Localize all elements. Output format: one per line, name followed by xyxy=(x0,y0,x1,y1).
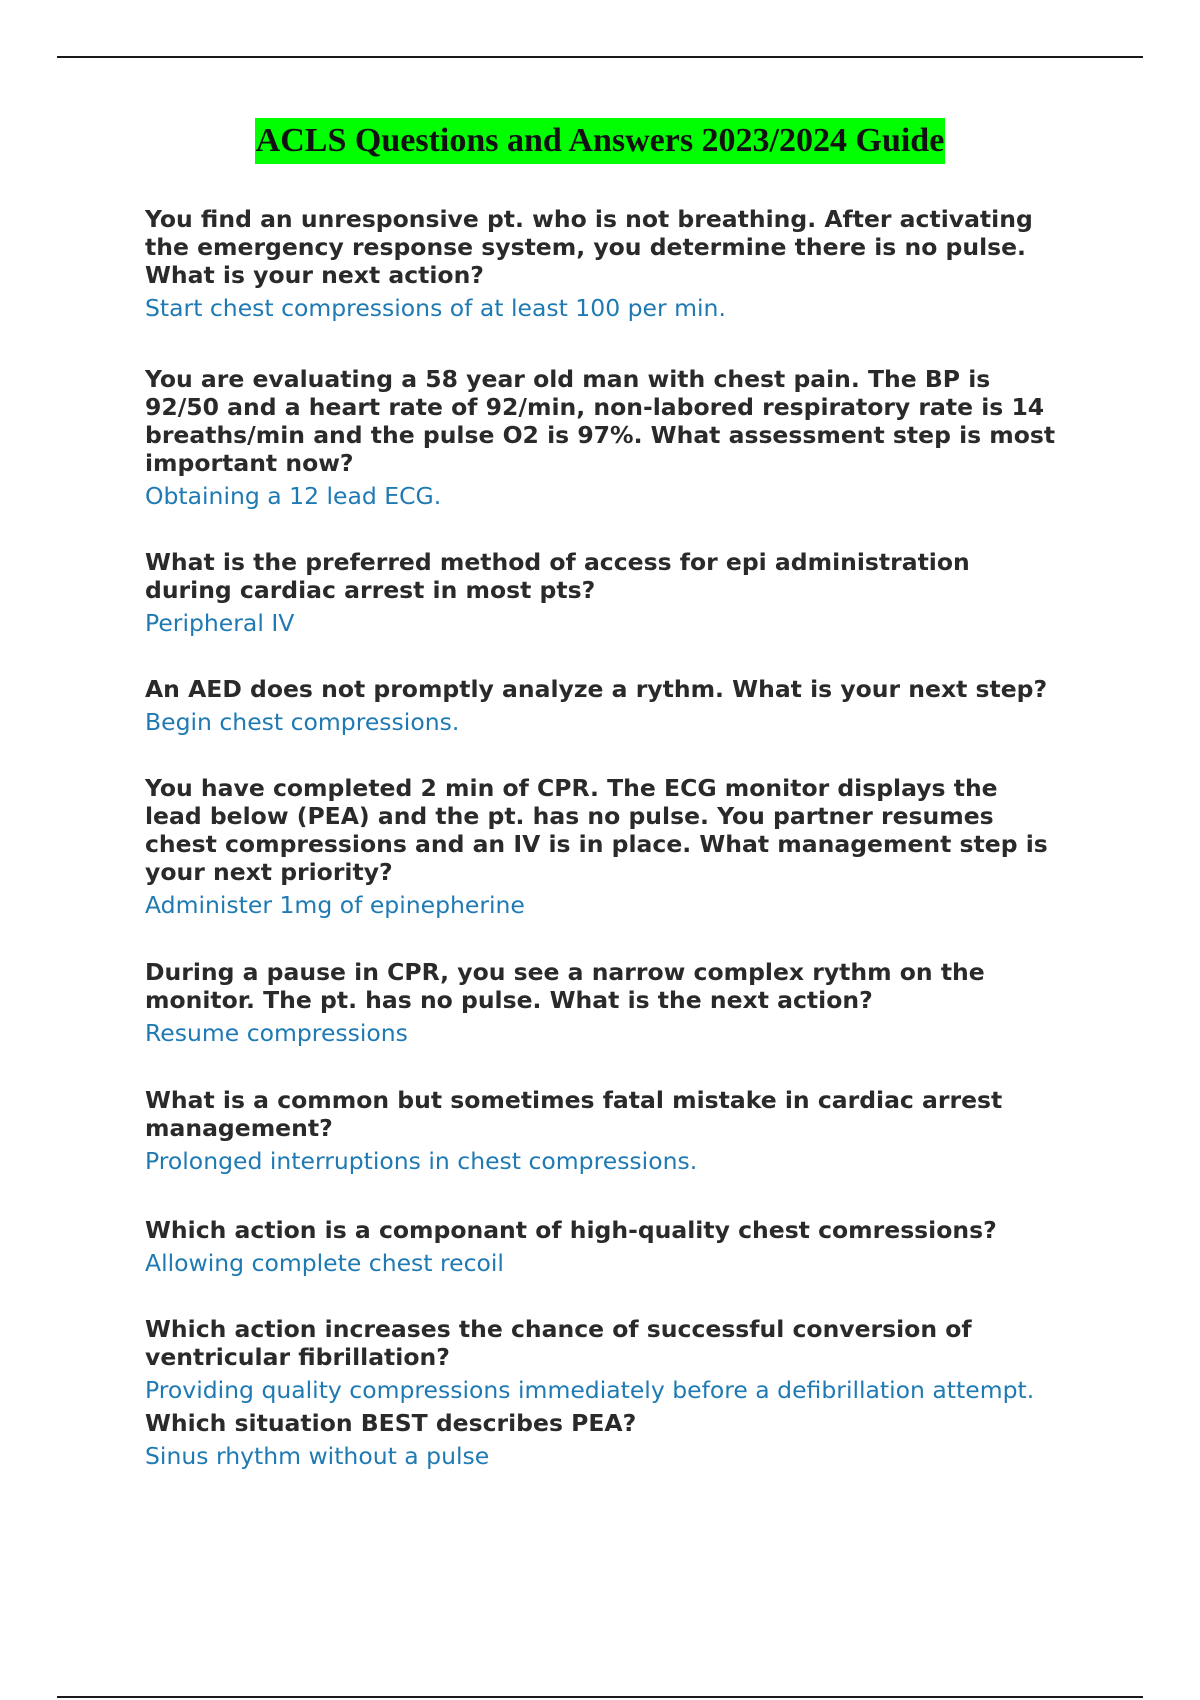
answer-4: Begin chest compressions. xyxy=(145,708,460,736)
qa-item-6 xyxy=(145,958,1085,1047)
question-3: What is the preferred method of access for epi administration during cardiac arrest in most pts? xyxy=(145,548,970,604)
qa-item-8 xyxy=(145,1216,1085,1277)
question-6: During a pause in CPR, you see a narrow complex rythm on the monitor. The pt. has no pulse. What is the next action? xyxy=(145,958,985,1014)
top-rule xyxy=(57,56,1143,58)
page-title: ACLS Questions and Answers 2023/2024 Guide xyxy=(255,118,946,164)
answer-2: Obtaining a 12 lead ECG. xyxy=(145,482,442,510)
bottom-rule xyxy=(57,1696,1143,1698)
answer-10: Sinus rhythm without a pulse xyxy=(145,1442,490,1470)
qa-item-5 xyxy=(145,774,1085,919)
qa-item-4 xyxy=(145,675,1085,736)
answer-1: Start chest compressions of at least 100 per min. xyxy=(145,294,726,322)
answer-6: Resume compressions xyxy=(145,1019,408,1047)
qa-item-3 xyxy=(145,548,1085,637)
question-7: What is a common but sometimes fatal mistake in cardiac arrest management? xyxy=(145,1086,1003,1142)
qa-item-1 xyxy=(145,205,1085,322)
answer-9: Providing quality compressions immediately before a defibrillation attempt. xyxy=(145,1376,1035,1404)
qa-item-2 xyxy=(145,365,1085,510)
answer-5: Administer 1mg of epinepherine xyxy=(145,891,525,919)
answer-7: Prolonged interruptions in chest compressions. xyxy=(145,1147,698,1175)
answer-3: Peripheral IV xyxy=(145,609,295,637)
question-9: Which action increases the chance of successful conversion of ventricular fibrillation? xyxy=(145,1315,972,1371)
question-1: You find an unresponsive pt. who is not breathing. After activating the emergency response system, you determine there is no pulse. What is your next action? xyxy=(145,205,1033,289)
title-container xyxy=(0,118,1200,164)
question-8: Which action is a componant of high-quality chest comressions? xyxy=(145,1216,997,1244)
qa-item-10 xyxy=(145,1409,1085,1470)
qa-item-9 xyxy=(145,1315,1085,1404)
question-2: You are evaluating a 58 year old man with chest pain. The BP is 92/50 and a heart rate of 92/min, non-labored respiratory rate is 14 breaths/min and the pulse O2 is 97%. What assessment step is most important now? xyxy=(145,365,1056,477)
question-10: Which situation BEST describes PEA? xyxy=(145,1409,637,1437)
question-5: You have completed 2 min of CPR. The ECG monitor displays the lead below (PEA) and the pt. has no pulse. You partner resumes chest compressions and an IV is in place. What management step is your next priority? xyxy=(145,774,1048,886)
qa-item-7 xyxy=(145,1086,1085,1175)
question-4: An AED does not promptly analyze a rythm. What is your next step? xyxy=(145,675,1048,703)
answer-8: Allowing complete chest recoil xyxy=(145,1249,504,1277)
